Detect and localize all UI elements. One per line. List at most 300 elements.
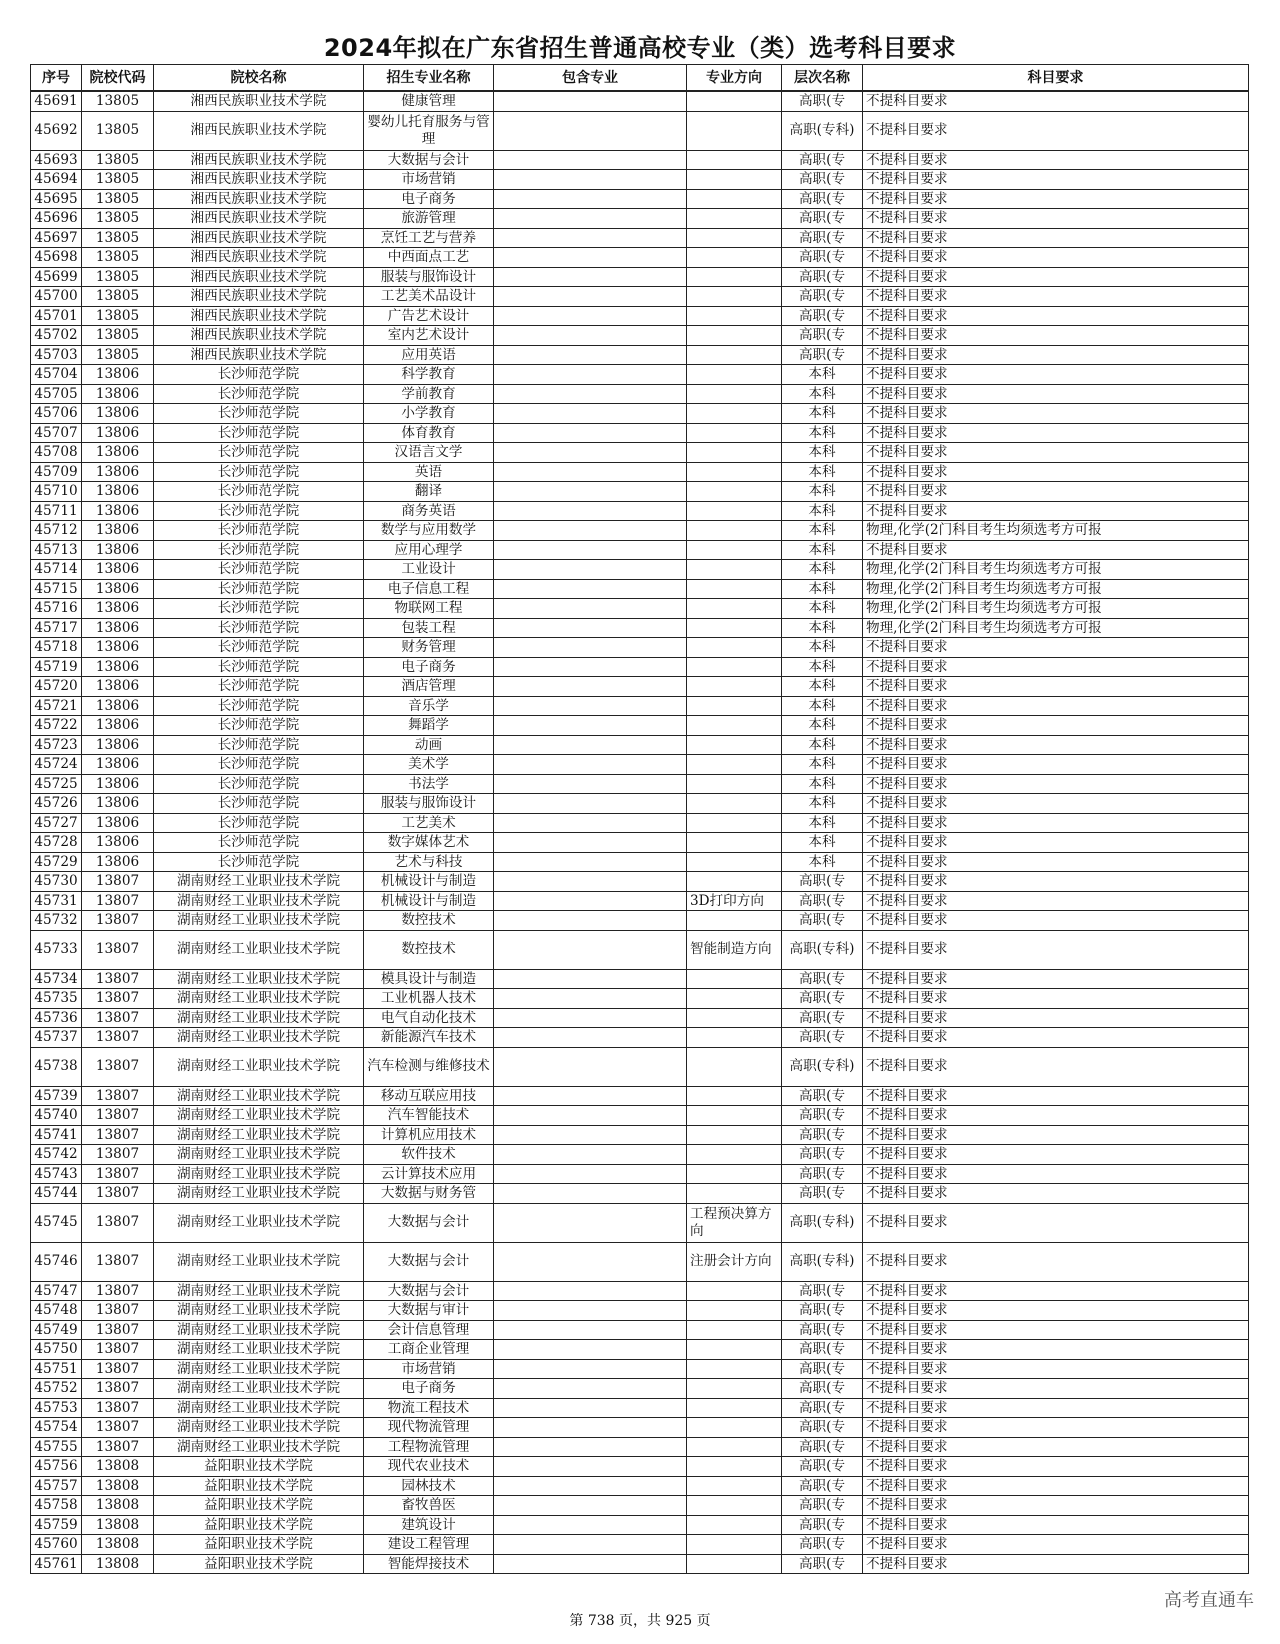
cell-included-majors (494, 677, 687, 697)
cell-included-majors (494, 501, 687, 521)
cell-direction (687, 1437, 782, 1457)
cell-direction (687, 1535, 782, 1555)
cell-school-code: 13806 (82, 618, 154, 638)
cell-major-name: 现代农业技术 (364, 1457, 494, 1477)
cell-subject-requirement: 不提科目要求 (863, 1047, 1249, 1086)
cell-major-name: 电子商务 (364, 1379, 494, 1399)
cell-major-name: 服装与服饰设计 (364, 794, 494, 814)
cell-index: 45699 (31, 267, 82, 287)
table-row (31, 365, 1249, 385)
cell-school-code: 13806 (82, 423, 154, 443)
table-row (31, 1086, 1249, 1106)
cell-major-name: 电气自动化技术 (364, 1008, 494, 1028)
cell-direction (687, 1145, 782, 1165)
header-major-name: 招生专业名称 (364, 65, 494, 92)
cell-school-name: 湖南财经工业职业技术学院 (154, 911, 364, 931)
cell-direction (687, 443, 782, 463)
cell-major-name: 汽车检测与维修技术 (364, 1047, 494, 1086)
cell-included-majors (494, 989, 687, 1009)
cell-index: 45713 (31, 540, 82, 560)
cell-school-code: 13808 (82, 1496, 154, 1516)
cell-direction (687, 170, 782, 190)
cell-index: 45750 (31, 1340, 82, 1360)
cell-major-name: 工艺美术 (364, 813, 494, 833)
cell-direction (687, 1457, 782, 1477)
cell-included-majors (494, 1457, 687, 1477)
cell-direction (687, 482, 782, 502)
table-row (31, 579, 1249, 599)
cell-direction (687, 1301, 782, 1321)
cell-level: 本科 (782, 521, 863, 541)
table-row (31, 891, 1249, 911)
cell-school-code: 13807 (82, 1203, 154, 1242)
cell-major-name: 中西面点工艺 (364, 248, 494, 268)
cell-school-name: 湘西民族职业技术学院 (154, 150, 364, 170)
table-row (31, 813, 1249, 833)
cell-subject-requirement: 不提科目要求 (863, 306, 1249, 326)
cell-school-name: 湘西民族职业技术学院 (154, 306, 364, 326)
cell-index: 45746 (31, 1242, 82, 1281)
cell-subject-requirement: 不提科目要求 (863, 267, 1249, 287)
cell-school-code: 13807 (82, 1086, 154, 1106)
cell-major-name: 畜牧兽医 (364, 1496, 494, 1516)
cell-major-name: 数字媒体艺术 (364, 833, 494, 853)
cell-index: 45739 (31, 1086, 82, 1106)
cell-direction (687, 1418, 782, 1438)
cell-major-name: 大数据与会计 (364, 1203, 494, 1242)
cell-subject-requirement: 不提科目要求 (863, 930, 1249, 969)
cell-included-majors (494, 1496, 687, 1516)
cell-major-name: 应用心理学 (364, 540, 494, 560)
cell-level: 高职(专 (782, 1320, 863, 1340)
cell-school-code: 13806 (82, 813, 154, 833)
cell-included-majors (494, 365, 687, 385)
cell-school-name: 湘西民族职业技术学院 (154, 345, 364, 365)
cell-school-name: 湖南财经工业职业技术学院 (154, 1203, 364, 1242)
table-row (31, 1301, 1249, 1321)
cell-school-name: 湘西民族职业技术学院 (154, 248, 364, 268)
table-row (31, 755, 1249, 775)
cell-included-majors (494, 1554, 687, 1574)
table-row (31, 1437, 1249, 1457)
cell-direction (687, 813, 782, 833)
table-row (31, 599, 1249, 619)
cell-index: 45694 (31, 170, 82, 190)
cell-school-code: 13807 (82, 872, 154, 892)
cell-index: 45695 (31, 189, 82, 209)
cell-subject-requirement: 不提科目要求 (863, 150, 1249, 170)
cell-direction (687, 1476, 782, 1496)
table-row (31, 930, 1249, 969)
cell-school-name: 长沙师范学院 (154, 599, 364, 619)
cell-included-majors (494, 657, 687, 677)
cell-major-name: 机械设计与制造 (364, 872, 494, 892)
cell-subject-requirement: 不提科目要求 (863, 1437, 1249, 1457)
cell-school-code: 13806 (82, 657, 154, 677)
cell-major-name: 园林技术 (364, 1476, 494, 1496)
cell-subject-requirement: 不提科目要求 (863, 170, 1249, 190)
cell-direction (687, 1028, 782, 1048)
cell-included-majors (494, 1145, 687, 1165)
cell-direction (687, 1340, 782, 1360)
cell-included-majors (494, 930, 687, 969)
cell-school-name: 湖南财经工业职业技术学院 (154, 1106, 364, 1126)
cell-major-name: 艺术与科技 (364, 852, 494, 872)
cell-level: 高职(专科) (782, 1047, 863, 1086)
cell-level: 本科 (782, 423, 863, 443)
cell-school-code: 13806 (82, 579, 154, 599)
cell-major-name: 云计算技术应用 (364, 1164, 494, 1184)
cell-school-code: 13806 (82, 755, 154, 775)
cell-index: 45729 (31, 852, 82, 872)
cell-subject-requirement: 不提科目要求 (863, 1184, 1249, 1204)
cell-included-majors (494, 306, 687, 326)
cell-included-majors (494, 209, 687, 229)
table-row (31, 345, 1249, 365)
table-row (31, 677, 1249, 697)
cell-school-code: 13805 (82, 228, 154, 248)
cell-subject-requirement: 不提科目要求 (863, 1203, 1249, 1242)
cell-level: 高职(专 (782, 969, 863, 989)
cell-major-name: 电子商务 (364, 189, 494, 209)
cell-school-code: 13807 (82, 1184, 154, 1204)
table-row (31, 969, 1249, 989)
cell-major-name: 数学与应用数学 (364, 521, 494, 541)
cell-included-majors (494, 150, 687, 170)
cell-direction (687, 852, 782, 872)
cell-major-name: 包装工程 (364, 618, 494, 638)
cell-school-name: 长沙师范学院 (154, 482, 364, 502)
cell-direction (687, 111, 782, 150)
cell-level: 高职(专 (782, 1281, 863, 1301)
cell-school-code: 13807 (82, 989, 154, 1009)
cell-school-name: 湖南财经工业职业技术学院 (154, 1145, 364, 1165)
table-row (31, 657, 1249, 677)
cell-school-name: 长沙师范学院 (154, 521, 364, 541)
cell-major-name: 大数据与审计 (364, 1301, 494, 1321)
cell-included-majors (494, 482, 687, 502)
cell-school-code: 13805 (82, 111, 154, 150)
cell-school-code: 13806 (82, 638, 154, 658)
cell-included-majors (494, 1184, 687, 1204)
table-row (31, 716, 1249, 736)
header-included-majors: 包含专业 (494, 65, 687, 92)
cell-index: 45725 (31, 774, 82, 794)
cell-major-name: 烹饪工艺与营养 (364, 228, 494, 248)
cell-index: 45708 (31, 443, 82, 463)
table-row (31, 852, 1249, 872)
cell-school-code: 13806 (82, 501, 154, 521)
cell-index: 45751 (31, 1359, 82, 1379)
cell-school-name: 湖南财经工业职业技术学院 (154, 1398, 364, 1418)
cell-level: 高职(专科) (782, 1203, 863, 1242)
cell-included-majors (494, 716, 687, 736)
cell-subject-requirement: 不提科目要求 (863, 404, 1249, 424)
cell-level: 本科 (782, 462, 863, 482)
cell-direction (687, 872, 782, 892)
cell-school-name: 长沙师范学院 (154, 638, 364, 658)
cell-subject-requirement: 不提科目要求 (863, 755, 1249, 775)
cell-school-code: 13807 (82, 1106, 154, 1126)
cell-included-majors (494, 911, 687, 931)
cell-index: 45758 (31, 1496, 82, 1516)
table-row (31, 1418, 1249, 1438)
cell-direction: 智能制造方向 (687, 930, 782, 969)
table-row (31, 1028, 1249, 1048)
cell-school-code: 13808 (82, 1535, 154, 1555)
cell-subject-requirement: 不提科目要求 (863, 911, 1249, 931)
cell-school-name: 长沙师范学院 (154, 755, 364, 775)
cell-level: 高职(专 (782, 911, 863, 931)
cell-school-code: 13807 (82, 1359, 154, 1379)
cell-school-code: 13806 (82, 462, 154, 482)
cell-major-name: 数控技术 (364, 911, 494, 931)
cell-index: 45696 (31, 209, 82, 229)
cell-subject-requirement: 不提科目要求 (863, 833, 1249, 853)
cell-level: 本科 (782, 696, 863, 716)
cell-school-code: 13807 (82, 1301, 154, 1321)
cell-direction (687, 287, 782, 307)
cell-index: 45717 (31, 618, 82, 638)
cell-major-name: 舞蹈学 (364, 716, 494, 736)
table-row (31, 501, 1249, 521)
cell-included-majors (494, 111, 687, 150)
cell-direction (687, 462, 782, 482)
cell-school-name: 长沙师范学院 (154, 618, 364, 638)
cell-level: 高职(专 (782, 170, 863, 190)
cell-included-majors (494, 696, 687, 716)
table-row (31, 267, 1249, 287)
cell-school-code: 13806 (82, 482, 154, 502)
header-subject-requirement: 科目要求 (863, 65, 1249, 92)
cell-included-majors (494, 228, 687, 248)
cell-subject-requirement: 不提科目要求 (863, 287, 1249, 307)
cell-level: 高职(专 (782, 150, 863, 170)
cell-level: 高职(专科) (782, 1242, 863, 1281)
cell-index: 45714 (31, 560, 82, 580)
cell-school-name: 长沙师范学院 (154, 716, 364, 736)
cell-level: 高职(专 (782, 872, 863, 892)
cell-school-name: 长沙师范学院 (154, 560, 364, 580)
cell-direction (687, 911, 782, 931)
cell-school-code: 13806 (82, 599, 154, 619)
cell-subject-requirement: 不提科目要求 (863, 1106, 1249, 1126)
cell-subject-requirement: 不提科目要求 (863, 91, 1249, 111)
cell-school-name: 湖南财经工业职业技术学院 (154, 1028, 364, 1048)
cell-level: 高职(专 (782, 91, 863, 111)
cell-direction (687, 1359, 782, 1379)
cell-direction: 工程预决算方向 (687, 1203, 782, 1242)
cell-index: 45710 (31, 482, 82, 502)
cell-major-name: 建筑设计 (364, 1515, 494, 1535)
cell-included-majors (494, 735, 687, 755)
cell-school-code: 13805 (82, 209, 154, 229)
table-row (31, 443, 1249, 463)
cell-subject-requirement: 不提科目要求 (863, 1340, 1249, 1360)
cell-major-name: 市场营销 (364, 170, 494, 190)
cell-index: 45715 (31, 579, 82, 599)
cell-school-name: 益阳职业技术学院 (154, 1476, 364, 1496)
cell-school-code: 13806 (82, 774, 154, 794)
cell-included-majors (494, 638, 687, 658)
cell-level: 本科 (782, 384, 863, 404)
requirements-table (30, 64, 1249, 1574)
cell-subject-requirement: 不提科目要求 (863, 1008, 1249, 1028)
page-title: 2024年拟在广东省招生普通高校专业（类）选考科目要求 (323, 34, 957, 62)
cell-level: 高职(专 (782, 1554, 863, 1574)
cell-subject-requirement: 不提科目要求 (863, 365, 1249, 385)
table-row (31, 1320, 1249, 1340)
cell-level: 高职(专 (782, 1125, 863, 1145)
cell-school-code: 13806 (82, 716, 154, 736)
cell-subject-requirement: 不提科目要求 (863, 443, 1249, 463)
cell-subject-requirement: 不提科目要求 (863, 1515, 1249, 1535)
cell-index: 45736 (31, 1008, 82, 1028)
cell-level: 高职(专 (782, 1476, 863, 1496)
cell-direction (687, 150, 782, 170)
cell-direction (687, 248, 782, 268)
cell-school-code: 13805 (82, 150, 154, 170)
cell-index: 45732 (31, 911, 82, 931)
cell-level: 高职(专 (782, 989, 863, 1009)
cell-index: 45734 (31, 969, 82, 989)
cell-included-majors (494, 1515, 687, 1535)
cell-included-majors (494, 891, 687, 911)
cell-school-name: 长沙师范学院 (154, 696, 364, 716)
cell-direction (687, 1086, 782, 1106)
cell-major-name: 建设工程管理 (364, 1535, 494, 1555)
cell-level: 本科 (782, 657, 863, 677)
cell-included-majors (494, 462, 687, 482)
cell-direction: 3D打印方向 (687, 891, 782, 911)
cell-level: 本科 (782, 365, 863, 385)
table-row (31, 228, 1249, 248)
cell-index: 45741 (31, 1125, 82, 1145)
cell-index: 45761 (31, 1554, 82, 1574)
cell-index: 45698 (31, 248, 82, 268)
cell-subject-requirement: 不提科目要求 (863, 423, 1249, 443)
cell-major-name: 大数据与财务管 (364, 1184, 494, 1204)
cell-school-code: 13806 (82, 794, 154, 814)
cell-included-majors (494, 1008, 687, 1028)
cell-level: 高职(专 (782, 189, 863, 209)
cell-direction (687, 599, 782, 619)
header-direction: 专业方向 (687, 65, 782, 92)
cell-school-code: 13808 (82, 1457, 154, 1477)
cell-subject-requirement: 不提科目要求 (863, 462, 1249, 482)
cell-subject-requirement: 不提科目要求 (863, 696, 1249, 716)
cell-school-code: 13807 (82, 1164, 154, 1184)
cell-school-name: 湖南财经工业职业技术学院 (154, 1164, 364, 1184)
cell-direction: 注册会计方向 (687, 1242, 782, 1281)
cell-major-name: 广告艺术设计 (364, 306, 494, 326)
cell-school-name: 湖南财经工业职业技术学院 (154, 1320, 364, 1340)
cell-direction (687, 1379, 782, 1399)
cell-included-majors (494, 813, 687, 833)
cell-index: 45755 (31, 1437, 82, 1457)
cell-level: 本科 (782, 852, 863, 872)
cell-included-majors (494, 384, 687, 404)
cell-level: 高职(专 (782, 1301, 863, 1321)
cell-major-name: 动画 (364, 735, 494, 755)
table-row (31, 287, 1249, 307)
cell-subject-requirement: 不提科目要求 (863, 482, 1249, 502)
cell-index: 45702 (31, 326, 82, 346)
table-row (31, 1515, 1249, 1535)
cell-subject-requirement: 不提科目要求 (863, 657, 1249, 677)
cell-school-code: 13807 (82, 1437, 154, 1457)
cell-included-majors (494, 1281, 687, 1301)
cell-included-majors (494, 852, 687, 872)
cell-school-name: 长沙师范学院 (154, 384, 364, 404)
cell-level: 高职(专 (782, 891, 863, 911)
cell-school-name: 长沙师范学院 (154, 735, 364, 755)
cell-subject-requirement: 不提科目要求 (863, 1125, 1249, 1145)
cell-school-code: 13806 (82, 443, 154, 463)
cell-major-name: 室内艺术设计 (364, 326, 494, 346)
cell-direction (687, 1554, 782, 1574)
cell-major-name: 财务管理 (364, 638, 494, 658)
cell-included-majors (494, 1476, 687, 1496)
cell-index: 45723 (31, 735, 82, 755)
cell-subject-requirement: 不提科目要求 (863, 1554, 1249, 1574)
cell-major-name: 服装与服饰设计 (364, 267, 494, 287)
table-row (31, 540, 1249, 560)
cell-major-name: 翻译 (364, 482, 494, 502)
table-row (31, 1008, 1249, 1028)
table-row (31, 1476, 1249, 1496)
cell-direction (687, 521, 782, 541)
cell-school-code: 13806 (82, 540, 154, 560)
cell-direction (687, 794, 782, 814)
cell-included-majors (494, 872, 687, 892)
cell-major-name: 智能焊接技术 (364, 1554, 494, 1574)
cell-school-code: 13807 (82, 930, 154, 969)
table-row (31, 521, 1249, 541)
table-row (31, 1106, 1249, 1126)
cell-direction (687, 501, 782, 521)
table-row (31, 1340, 1249, 1360)
table-row (31, 404, 1249, 424)
cell-school-name: 长沙师范学院 (154, 833, 364, 853)
cell-subject-requirement: 不提科目要求 (863, 1359, 1249, 1379)
cell-major-name: 移动互联应用技 (364, 1086, 494, 1106)
cell-school-code: 13807 (82, 1008, 154, 1028)
cell-major-name: 书法学 (364, 774, 494, 794)
cell-major-name: 会计信息管理 (364, 1320, 494, 1340)
cell-level: 本科 (782, 560, 863, 580)
cell-school-name: 长沙师范学院 (154, 462, 364, 482)
cell-level: 本科 (782, 579, 863, 599)
table-row (31, 1496, 1249, 1516)
table-row (31, 1281, 1249, 1301)
cell-subject-requirement: 不提科目要求 (863, 1457, 1249, 1477)
cell-major-name: 应用英语 (364, 345, 494, 365)
cell-index: 45707 (31, 423, 82, 443)
cell-major-name: 大数据与会计 (364, 150, 494, 170)
cell-school-name: 湖南财经工业职业技术学院 (154, 1242, 364, 1281)
cell-major-name: 电子商务 (364, 657, 494, 677)
cell-subject-requirement: 不提科目要求 (863, 774, 1249, 794)
cell-major-name: 物联网工程 (364, 599, 494, 619)
cell-school-name: 湖南财经工业职业技术学院 (154, 930, 364, 969)
cell-school-code: 13805 (82, 267, 154, 287)
cell-index: 45705 (31, 384, 82, 404)
cell-subject-requirement: 不提科目要求 (863, 501, 1249, 521)
cell-level: 高职(专 (782, 1457, 863, 1477)
cell-included-majors (494, 423, 687, 443)
cell-school-name: 湖南财经工业职业技术学院 (154, 1340, 364, 1360)
